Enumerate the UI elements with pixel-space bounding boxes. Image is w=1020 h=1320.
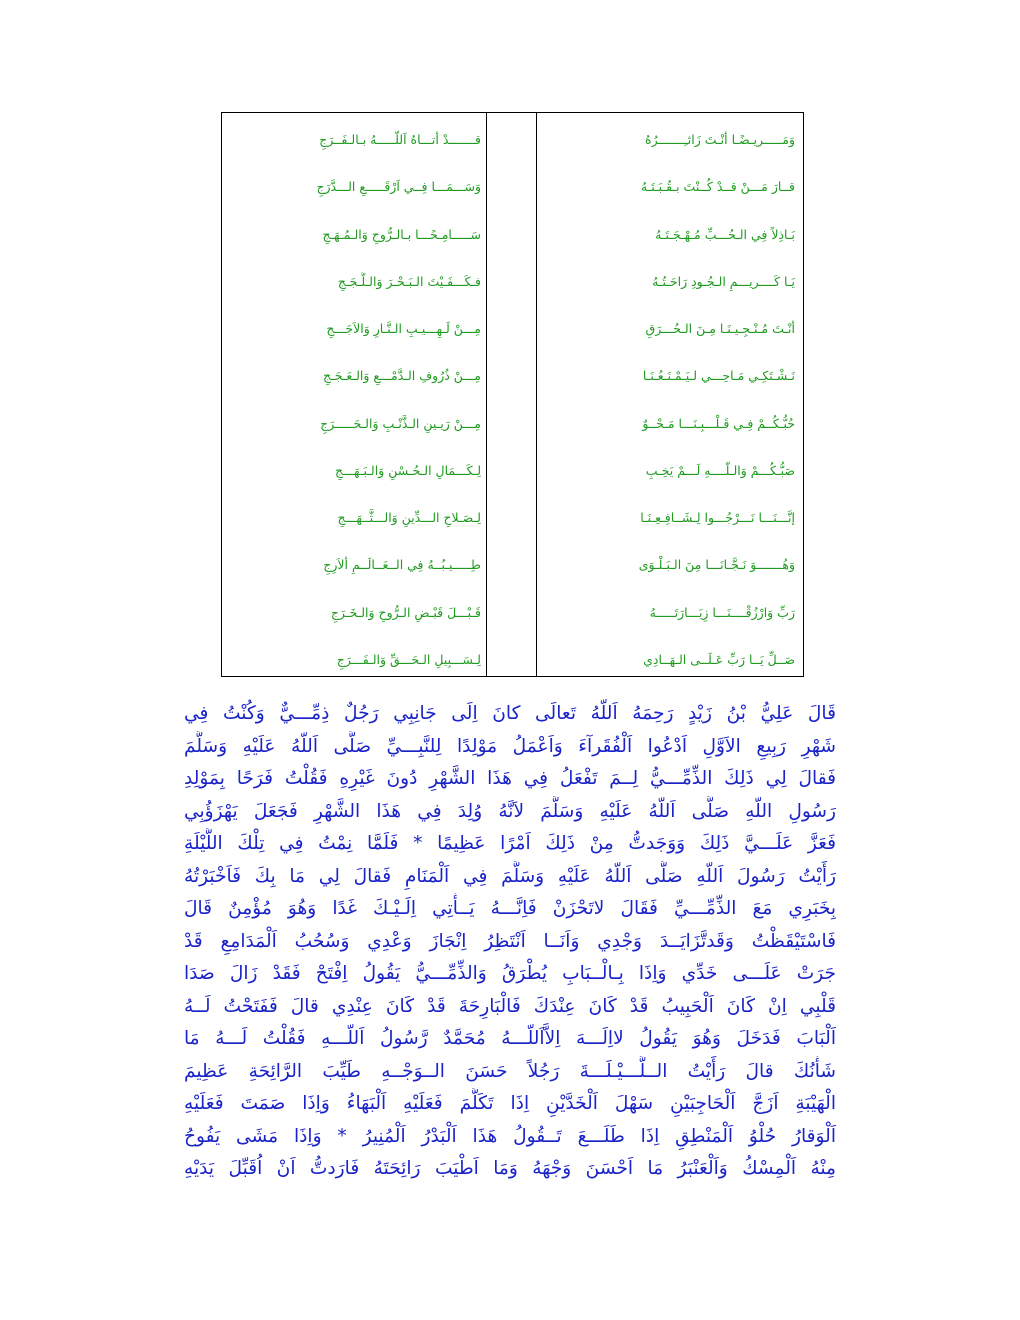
prose-paragraph: [184, 698, 836, 1188]
hemistich-second: مِـــنْ رَيـينِ الـذَّنْـبِ وَالـحَـــــرَجِ: [320, 415, 481, 431]
prose-line: جَرَتْ عَلَـــى خَدِّي وَاِذَا بِـالْــبَابِ يُطْرَقُ وَالذِّمِّـــيُّ يَقُولُ اِفْتَحْ فَقَدْ زَالَ صَدَا: [184, 963, 836, 984]
hemistich-first: صَبُّـكُـــمْ وَالـلّــــهِ لَـــمْ يَخِـبِ: [645, 462, 795, 478]
prose-line: رَأَيْتُ رَسُولَ اَللّهِ صَلَّى اَللّهُ عَلَيْهِ وَسَلَّمَ فِي اَلْمَنَامِ فَقالَ لِي مَا بِكَ فَاَخْبَرْتُهُ: [184, 865, 836, 887]
hemistich-first: يَـا كَــــريـــمِ الـجُـودِ رَاحَـتُـهُ: [652, 273, 795, 289]
hemistich-second: وَسَـــمَـــا فِــي اَرْقَـــــعِ الـــدَّرَجِ: [316, 179, 481, 195]
hemistich-second: طِـــــيـبُــهُ فِي الــعَــالَــمِ ألاَرِجِ: [323, 557, 481, 573]
hemistich-second: مِـــنْ ذُرُوفِ الـدَّمْـــعِ وَالـعَـجَـجِ: [322, 368, 481, 384]
hemistich-second: لِـكَـــمَالِ الـحُـسْنِ وَالـبَـهَـــجِ: [335, 462, 481, 478]
prose-line: فَعَزَّ عَلَـــيَّ ذَلِكَ وَوَجَدتُّ مِنْ ذَلِكَ اَمْرًا عَظِيمًا * فَلَمَّا نِمْتُ فِي تِلْكَ اللَّيْلَةِ: [184, 833, 836, 854]
prose-line: شَأْنُكَ قالَ رَأَيْتُ الــلَّـــيْـلَـــةَ رَجُلاً حَسَنَ الــوَجْــهِ طَيِّبَ الرَّائِحَةِ عَظِيمَ: [184, 1060, 836, 1082]
hemistich-first: حُبُّـكُــمْ فِـي قَـلْـــبِـنَـــا مَـحْــوٌ: [642, 415, 795, 431]
hemistich-second: لِـسَـــبِيلِ الـحَـــقِّ وَالـفَـــرَجِ: [336, 651, 481, 667]
column-divider: [486, 113, 487, 676]
hemistich-first: صَــلِّ يَــا رَبِّ عَـلَــى الـهَــادِي: [643, 651, 795, 667]
prose-line: فَاسْتَيْقَظْتُ وَقَدتَّزَايَــدَ وَجْدِي وَاَنَــا اَنْتَظِرُ اِنْجَازَ وَعْدِي وَسُحُبُ اَلْمَدَامِعِ قَدْ: [184, 930, 836, 952]
hemistich-first: بَـاذِلاً فِي الـحُـــبِّ مُـهْـجَـتَـهُ: [655, 226, 795, 242]
hemistich-first: وَهُـــــــوَ نَـجَّـانَـــا مِنَ الـبَـلْـوَى: [638, 557, 795, 573]
hemistich-first: رَبِّ وَارْزُقْــــنَـــا زِيَـــارَتَـــــهُ: [649, 604, 795, 620]
hemistich-second: قَـبْـــلَ قَبْـضِ الـرُّوحِ وَالـخَـرَجِ: [330, 604, 481, 620]
hemistich-second: قـــــــدْ أتـــاهُ اَللّـــــهُ بـالـفَــرَجِ: [319, 132, 481, 147]
hemistich-second: فـكَـــفَـيْتَ الـبَـحْـرَ وَالـلُّـجَـجِ: [337, 273, 481, 289]
prose-line: قَلْبِي اِنْ كَانَ اَلْحَبِيبُ قَدْ كَانَ عِنْدَكَ فَالْبَارِحَةَ قَدْ كَانَ عِنْدِي قالَ فَفَتَحْتُ لَــهُ: [184, 995, 836, 1017]
poem-first-hemistich-column: [538, 113, 795, 676]
poem-table: [221, 112, 804, 677]
hemistich-first: قــارَ مَـــنْ قــدْ كُــنْتَ بـقُـبَـتَـهُ: [640, 179, 795, 195]
hemistich-first: أنْـتَ مُـنْـجِـيـنَـا مِـنَ الـحُـــرَقِ: [645, 321, 795, 337]
hemistich-second: مِـــنْ لَـهِـــيـبِ الـنَّـارِ وَالاَجَـــجِ: [326, 321, 481, 337]
prose-line: بِخَبَرِي مَعَ الذِّمِّـــيِّ فَقَالَ لاتَحْزَنْ فَاِنَّـــهُ يَــأْتِي اِلَـيْـكَ غَدًا وَهُوَ مُؤْمِنٌ قَالَ: [184, 898, 836, 919]
hemistich-first: نَـشْـتَكِـي مَـاحِـــي لـيَـمْـنَـعُـنَـا: [642, 368, 795, 384]
column-divider: [536, 113, 537, 676]
prose-line: مِنْهُ اَلْمِسْكُ وَاَلْعَنْبَرُ مَا اَحْسَنَ وَجْهَهُ وَمَا اَطْيَبَ رَائِحَتَهُ فَارَدتُّ اَنْ اُقَبِّلَ يَدَيْهِ: [184, 1158, 836, 1179]
prose-line: الْهَيْبَةِ اَزَجَّ اَلْحَاجِبَيْنِ سَهْلَ اَلْخَدَّيْنِ اِذَا تَكَلَّمَ فَعَلَيْهِ اَلْبَهَاءُ وَاِذَا صَمَتَ فَعَلَيْهِ: [184, 1093, 836, 1114]
prose-line: قَالَ عَلِيُّ بْنُ زَيْدٍ رَحِمَهُ اَللّهُ تَعالَى كانَ اِلَى جَانِبِي رَجُلٌ ذِمِّـــيٌّ وَكُنْتُ فِي: [184, 703, 836, 724]
hemistich-first: إنَّـــنَـــا نَـــرْجُـــوا لِـشَــافِـعِـنَـا: [640, 510, 795, 526]
hemistich-second: لِـصَـلاحِ الـــدِّينِ وَالـــثَّــهَـــجِ: [337, 510, 481, 526]
prose-line: فَقالَ لِي ذَلِكَ الذِّمِّـــيُّ لِــمَ تَفْعَلُ فِي هَذَا الشَّهْرِ دُونَ غَيْرِهِ فَقُلْتُ فَرَحًا بِمَوْلِدِ: [184, 768, 836, 789]
hemistich-first: وَمَـــــريـضًـا أنْـتَ زَائـِـــــــرُهُ: [645, 132, 795, 147]
poem-second-hemistich-column: [230, 113, 481, 676]
prose-line: اَلْبَابَ فَدَخَلَ وَهُوَ يَقُولُ لااِلَـــهَ اِلاَّاَللّـــهُ مُحَمَّدٌ رَّسُولُ اَللّـــهِ فَقُلْتُ لَـــهُ مَا: [184, 1028, 836, 1049]
prose-line: شَهْرِ رَبِيعِ الاَوَّلِ اَدْعُوا اَلْفُقَرآءَ وَاَعْمَلُ مَوْلِدًا لِلنَّبِـــيِّ صَلَّى اَللّهُ عَلَيْهِ وَسَلَّمَ: [184, 735, 836, 757]
hemistich-second: سَـــــامِـحًـــا بـالـرُّوحِ وَالـمُـهَـجِ: [322, 226, 481, 242]
prose-line: اَلْوَقارُ حُلْوُ اَلْمَنْطِقِ اِذَا طَلَـــعَ تَــقُولُ هَذَا اَلْبَدْرُ اَلْمُنِيرُ * وَاِذَا مَشَى يَفُوحُ: [184, 1125, 836, 1147]
prose-line: رَسُولِ اللّهِ صَلَّى اَللّهُ عَلَيْهِ وَسَلَّمَ لاَنَّهُ وُلِدَ فِي هَذَا الشَّهْرِ فَجَعَلَ يَهْزَؤُبِي: [184, 800, 836, 822]
